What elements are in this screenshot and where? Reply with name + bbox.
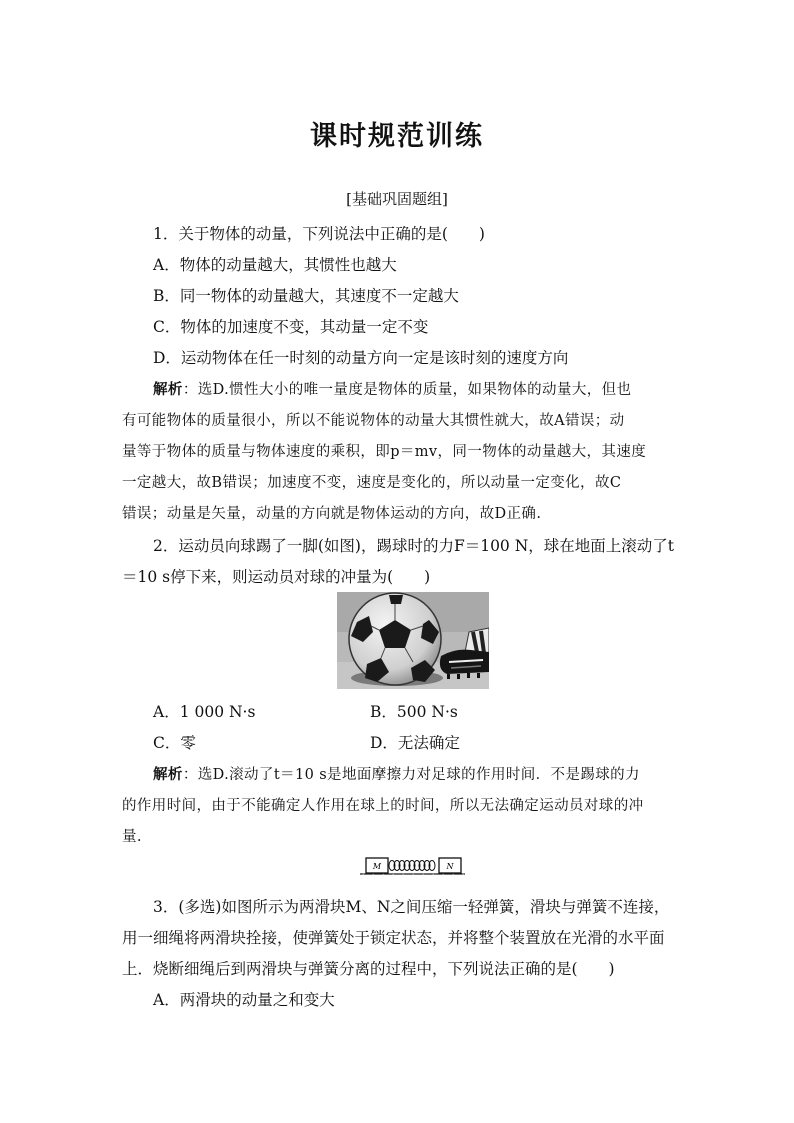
question-1-stem: 1．关于物体的动量，下列说法中正确的是( ) (153, 225, 485, 243)
block-m-label: M (372, 862, 382, 871)
question-1-solution-line-3: 量等于物体的质量与物体速度的乘积，即p＝mv，同一物体的动量越大，其速度 (122, 444, 647, 460)
solution-label: 解析 (153, 381, 183, 398)
question-3-stem-line-2: 用一细绳将两滑块拴接，使弹簧处于锁定状态，并将整个装置放在光滑的水平面 (122, 929, 665, 947)
page-title: 课时规范训练 (310, 121, 484, 152)
question-1-solution-line-4: 一定越大，故B错误；加速度不变，速度是变化的，所以动量一定变化，故C (122, 475, 622, 491)
question-1-solution-line-2: 有可能物体的质量很小，所以不能说物体的动量大其惯性就大，故A错误；动 (122, 413, 625, 429)
question-2-solution-line-3: 量. (122, 829, 142, 845)
question-2-stem-line-1: 2．运动员向球踢了一脚(如图)，踢球时的力F＝100 N，球在地面上滚动了t (153, 537, 675, 555)
question-1-option-d: D．运动物体在任一时刻的动量方向一定是该时刻的速度方向 (153, 349, 569, 367)
question-2-solution-line-1: 解析：选D.滚动了t＝10 s是地面摩擦力对足球的作用时间．不是踢球的力 (153, 766, 640, 783)
question-3-option-a: A．两滑块的动量之和变大 (153, 991, 335, 1009)
question-1-option-c: C．物体的加速度不变，其动量一定不变 (153, 318, 429, 336)
question-3-stem-line-3: 上．烧断细绳后到两滑块与弹簧分离的过程中，下列说法正确的是( ) (122, 960, 615, 978)
solution-label: 解析 (153, 766, 183, 783)
question-1-solution-line-1: 解析：选D.惯性大小的唯一量度是物体的质量，如果物体的动量大，但也 (153, 381, 632, 398)
question-2-option-a: A．1 000 N·s (153, 703, 256, 721)
question-2-stem-line-2: ＝10 s停下来，则运动员对球的冲量为( ) (122, 568, 431, 586)
question-1-solution-line-5: 错误；动量是矢量，动量的方向就是物体运动的方向，故D正确. (122, 506, 542, 522)
section-heading: [基础巩固题组] (346, 190, 448, 208)
question-2-option-c: C．零 (153, 734, 196, 752)
question-2-option-b: B．500 N·s (370, 703, 458, 721)
spring-blocks-figure (360, 855, 465, 875)
question-1-option-b: B．同一物体的动量越大，其速度不一定越大 (153, 287, 459, 305)
question-2-solution-line-2: 的作用时间，由于不能确定人作用在球上的时间，所以无法确定运动员对球的冲 (122, 798, 644, 814)
spring-coil (389, 861, 435, 871)
question-2-option-d: D．无法确定 (370, 734, 460, 752)
block-n-label: N (446, 862, 454, 871)
soccer-ball-figure (337, 592, 489, 689)
question-1-option-a: A．物体的动量越大，其惯性也越大 (153, 256, 397, 274)
question-3-stem-line-1: 3．(多选)如图所示为两滑块M、N之间压缩一轻弹簧，滑块与弹簧不连接， (153, 898, 670, 916)
